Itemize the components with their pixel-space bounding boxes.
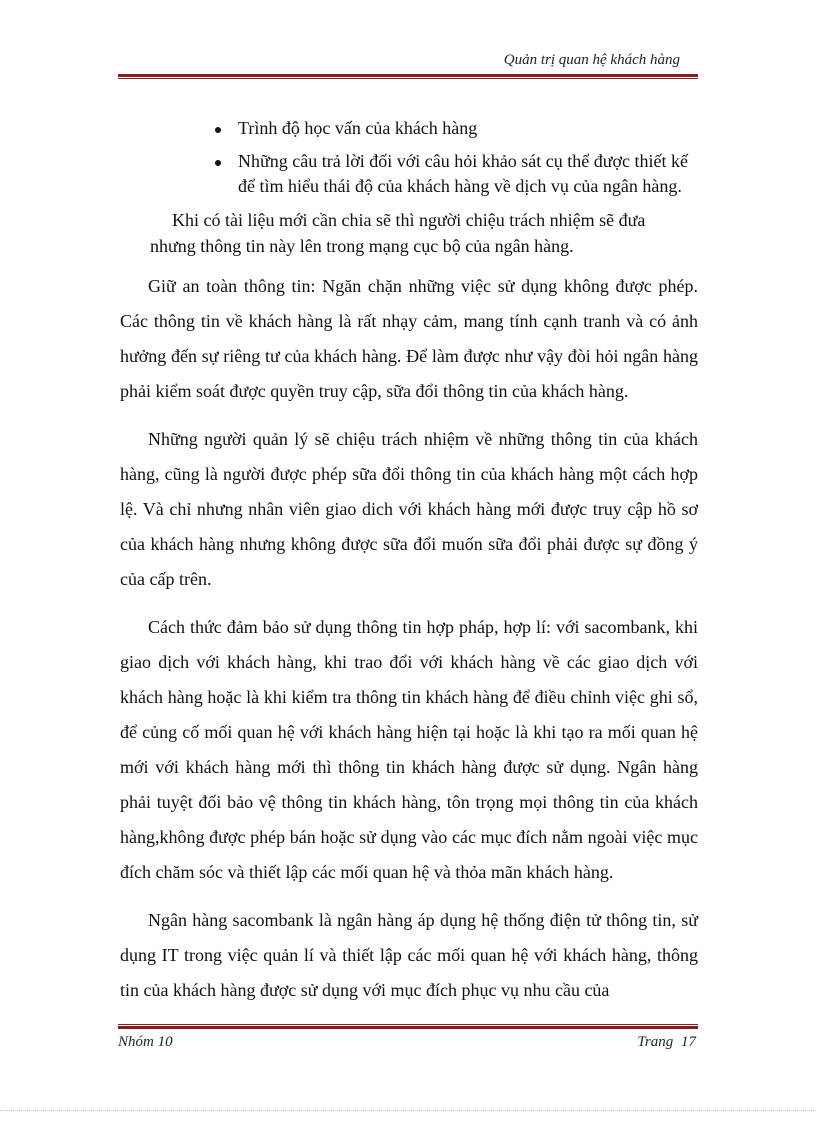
bullet-list [120, 116, 698, 199]
bullet-icon [215, 160, 221, 166]
bullet-item [120, 116, 698, 141]
bullet-item [120, 149, 698, 199]
note-paragraph: Khi có tài liệu mới cần chia sẽ thì người chiệu trách nhiệm sẽ đưa nhưng thông tin này lên trong mạng cục bộ của ngân hàng. [150, 210, 646, 256]
bullet-text: Những câu trả lời đối với câu hỏi khảo sát cụ thể được thiết kế để tìm hiểu thái độ của khách hàng về dịch vụ của ngân hàng. [238, 151, 688, 196]
bullet-icon [215, 127, 221, 133]
running-header-title: Quản trị quan hệ khách hàng [503, 52, 680, 68]
page-body [120, 116, 698, 1021]
paragraph-security: Giữ an toàn thông tin: Ngăn chặn những việc sử dụng không được phép. Các thông tin về khách hàng là rất nhạy cảm, mang tính cạnh tranh và có ảnh hưởng đến sự riêng tư của khách hàng. Để làm được như vậy đòi hỏi ngân hàng phải kiểm soát được quyền truy cập, sữa đổi thông tin của khách hàng. [120, 276, 698, 401]
header-rule [118, 74, 698, 79]
page-edge-divider [0, 1110, 816, 1111]
bullet-text: Trình độ học vấn của khách hàng [238, 118, 478, 138]
paragraph-sacombank-it: Ngân hàng sacombank là ngân hàng áp dụng hệ thống điện tử thông tin, sử dụng IT trong việc quản lí và thiết lập các mối quan hệ với khách hàng, thông tin của khách hàng được sử dụng với mục đích phục vụ nhu cầu của [120, 910, 698, 1000]
footer-rule [118, 1024, 698, 1029]
footer-group-name: Nhóm 10 [118, 1034, 173, 1050]
paragraph-lawful-use: Cách thức đảm bảo sử dụng thông tin hợp pháp, hợp lí: với sacombank, khi giao dịch với khách hàng, khi trao đổi với khách hàng về các giao dịch với khách hàng hoặc là khi kiểm tra thông tin khách hàng để điều chỉnh việc ghi sổ, để củng cố mối quan hệ với khách hàng hiện tại hoặc là khi tạo ra mối quan hệ mới với khách hàng mới thì thông tin khách hàng được sử dụng. Ngân hàng phải tuyệt đối bảo vệ thông tin khách hàng, tôn trọng mọi thông tin của khách hàng,không được phép bán hoặc sử dụng vào các mục đích nằm ngoài việc mục đích chăm sóc và thiết lập các mối quan hệ và thỏa mãn khách hàng. [120, 617, 698, 882]
paragraph-managers: Những người quản lý sẽ chiệu trách nhiệm về những thông tin của khách hàng, cũng là người được phép sữa đổi thông tin của khách hàng một cách hợp lệ. Và chỉ nhưng nhân viên giao dich với khách hàng mới được truy cập hồ sơ của khách hàng nhưng không được sữa đổi muốn sữa đổi phải được sự đồng ý của cấp trên. [120, 429, 698, 589]
footer-page-number: Trang 17 [637, 1034, 696, 1050]
